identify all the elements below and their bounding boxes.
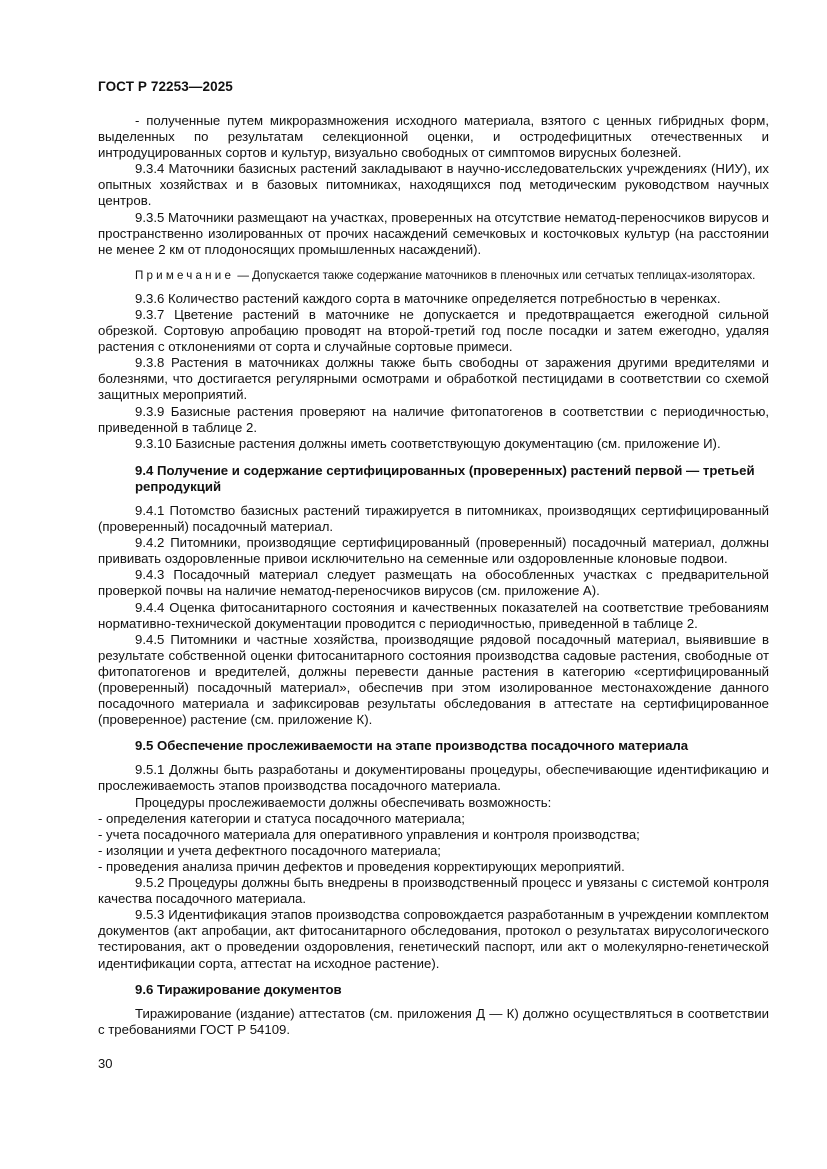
paragraph-9-4-4: 9.4.4 Оценка фитосанитарного состояния и качественных показателей на соответствие требованиям нормативно-технической документации проводится с периодичностью, приведенной в таблице 2. [98,599,769,631]
section-heading-9-5: 9.5 Обеспечение прослеживаемости на этапе производства посадочного материала [135,738,689,754]
paragraph-9-3-8: 9.3.8 Растения в маточниках должны также быть свободны от заражения другими вредителями и болезнями, что достигается регулярными осмотрами и обработкой пестицидами в соответствии со схемой защитных мероприятий. [98,355,769,403]
paragraph-9-4-1: 9.4.1 Потомство базисных растений тиражируется в питомниках, производящих сертифицированный (проверенный) посадочный материал. [98,502,769,535]
paragraph-dash-item: - полученные путем микроразмножения исходного материала, взятого с ценных гибридных форм, выделенных по результатам селекционной оценки, и остродефицитных отечественных и интродуцированных сортов и культур, визуально свободных от симптомов вирусных болезней. [98,113,769,161]
list-item: - определения категории и статуса посадочного материала; [98,810,465,826]
paragraph-9-3-6: 9.3.6 Количество растений каждого сорта в маточнике определяется потребностью в черенках. [135,290,721,306]
document-body [98,113,769,1038]
section-heading-9-4: 9.4 Получение и содержание сертифицированных (проверенных) растений первой — третьей репродукций [135,462,755,494]
paragraph-9-3-9: 9.3.9 Базисные растения проверяют на наличие фитопатогенов в соответствии с периодичностью, приведенной в таблице 2. [98,403,769,435]
list-item: - изоляции и учета дефектного посадочного материала; [98,842,441,858]
note [98,268,769,283]
list-item: - учета посадочного материала для оперативного управления и контроля производства; [98,826,640,842]
paragraph-9-4-3: 9.4.3 Посадочный материал следует размещать на обособленных участках с предварительной проверкой почвы на наличие нематод-переносчиков вирусов (см. приложение А). [98,567,769,599]
paragraph-9-3-5: 9.3.5 Маточники размещают на участках, проверенных на отсутствие нематод-переносчиков вирусов и пространственно изолированных от прочих насаждений семечковых и косточковых культур (на расстоянии не менее 2 км от плодоносящих промышленных насаждений). [98,209,769,257]
paragraph-9-3-10: 9.3.10 Базисные растения должны иметь соответствующую документацию (см. приложение И). [135,435,721,451]
paragraph-replication: Тиражирование (издание) аттестатов (см. приложения Д — К) должно осуществляться в соответствии с требованиями ГОСТ Р 54109. [98,1005,769,1037]
paragraph-9-5-3: 9.5.3 Идентификация этапов производства сопровождается разработанным в учреждении комплектом документов (акт апробации, акт фитосанитарного обследования, протокол о результатах вирусологического тестирования, акт о проведении оздоровления, генетический паспорт, или акт о молекулярно-генетической идентификации сорта, аттестат на исходное растение). [98,907,769,971]
paragraph-9-3-7: 9.3.7 Цветение растений в маточнике не допускается и предотвращается ежегодной сильной обрезкой. Сортовую апробацию проводят на второй-третий год после посадки и затем ежегодно, удаляя растения с отклонениями от сорта и случайные сортовые примеси. [98,306,769,355]
paragraph-9-3-4: 9.3.4 Маточники базисных растений закладывают в научно-исследовательских учреждениях (НИУ), их опытных хозяйствах и в базовых питомниках, находящихся под методическим руководством научных центров. [98,161,769,209]
page-number: 30 [98,1056,113,1071]
note-text: — Допускается также содержание маточников в пленочных или сетчатых теплицах-изоляторах. [234,268,756,282]
note-label: Примечание [135,268,235,282]
paragraph-9-4-2: 9.4.2 Питомники, производящие сертифицированный (проверенный) посадочный материал, должны прививать оздоровленные привои исключительно на семенные или оздоровленные клоновые подвои. [98,535,769,567]
list-item: - проведения анализа причин дефектов и проведения корректирующих мероприятий. [98,858,625,874]
paragraph-9-4-5: 9.4.5 Питомники и частные хозяйства, производящие рядовой посадочный материал, выявившие в результате собственной оценки фитосанитарного состояния производства садовые растения, свободные от фитопатогенов и вредителей, должны перевести данные растения в категорию «сертифицированный (проверенный) посадочный материал», обеспечив при этом изолированное местонахождение данного посадочного материала и зафиксировав результаты обследования в аттестате на сертифицированное (проверенное) растение (см. приложение К). [98,631,769,728]
document-code-header: ГОСТ Р 72253—2025 [98,79,233,94]
paragraph-procedures-intro: Процедуры прослеживаемости должны обеспечивать возможность: [135,794,552,810]
paragraph-9-5-2: 9.5.2 Процедуры должны быть внедрены в производственный процесс и увязаны с системой контроля качества посадочного материала. [98,875,769,907]
section-heading-9-6: 9.6 Тиражирование документов [135,981,342,997]
paragraph-9-5-1: 9.5.1 Должны быть разработаны и документированы процедуры, обеспечивающие идентификацию и прослеживаемость этапов производства посадочного материала. [98,762,769,794]
